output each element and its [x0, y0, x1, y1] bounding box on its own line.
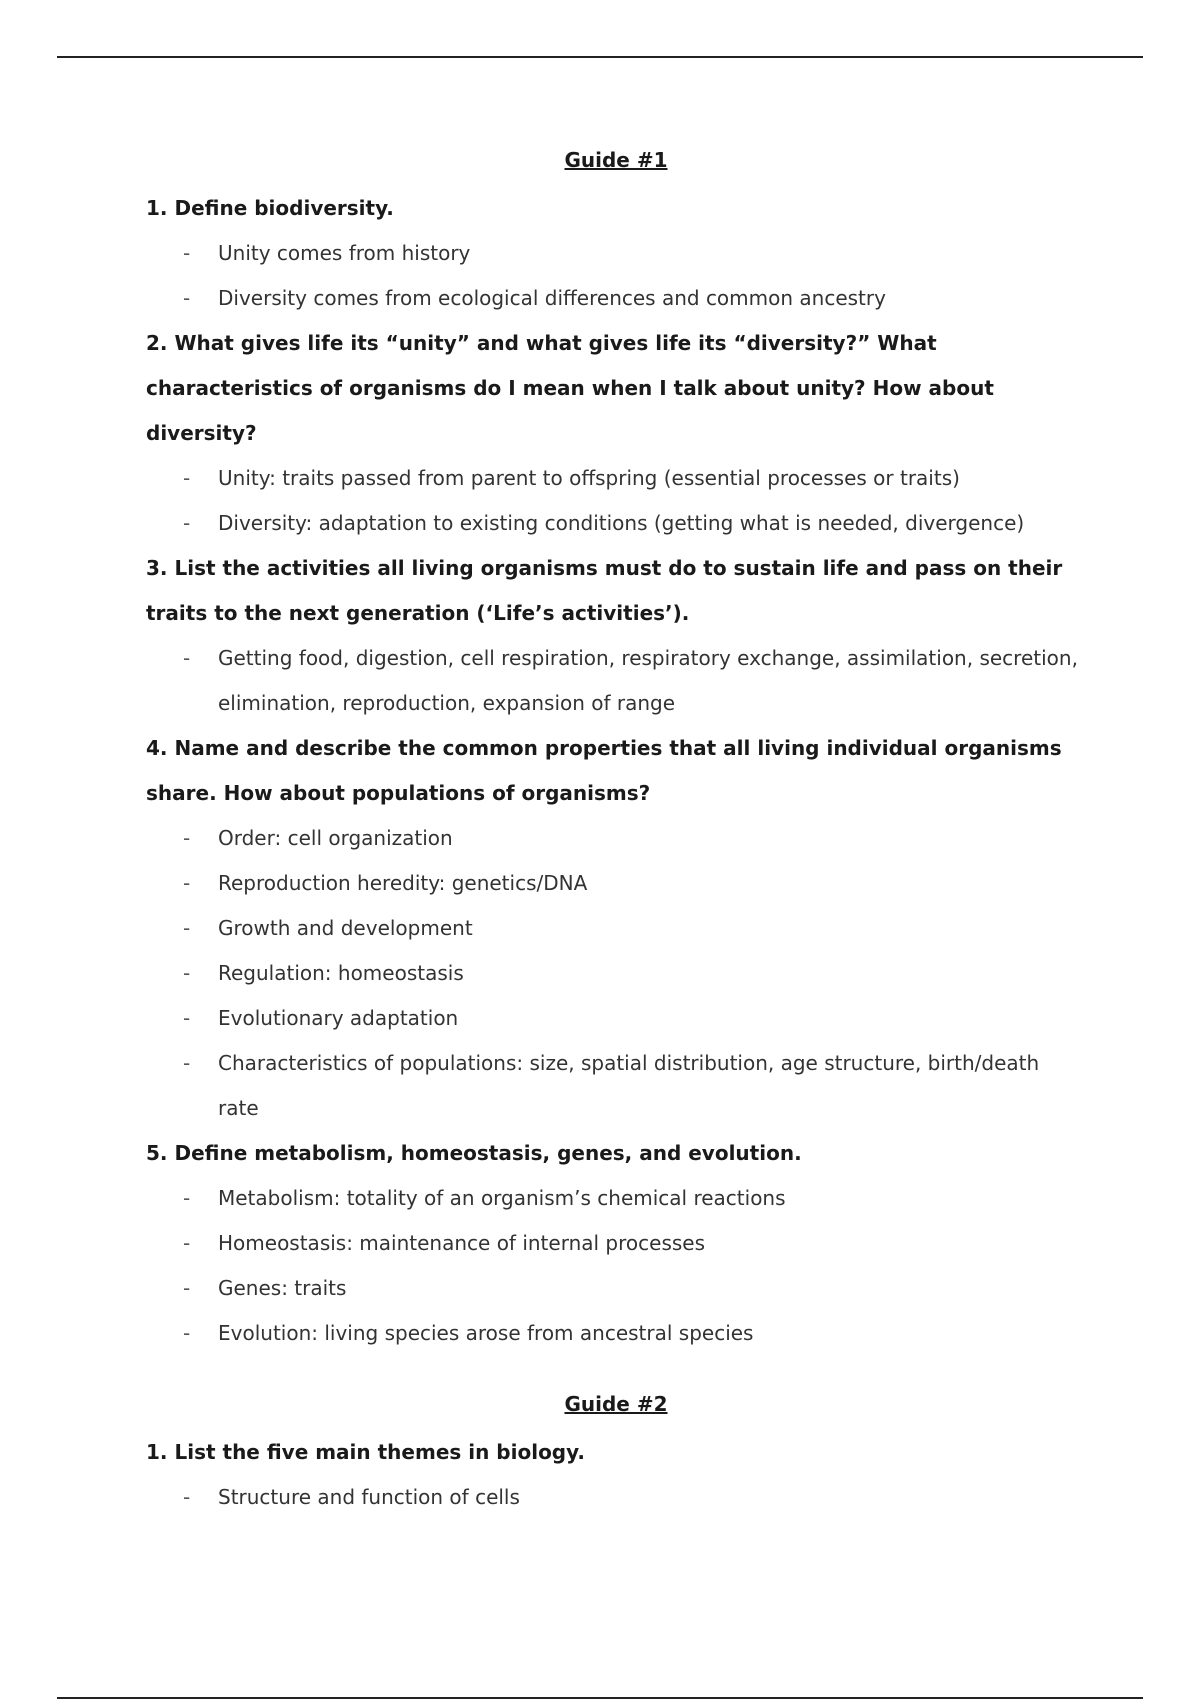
- question-block: [146, 321, 1086, 546]
- dash-icon: -: [183, 1186, 191, 1210]
- top-rule: [57, 56, 1143, 58]
- answer-item: [146, 1311, 1086, 1356]
- answer-item: [146, 231, 1086, 276]
- answer-item: [146, 996, 1086, 1041]
- answer-item: [146, 501, 1086, 546]
- answer-item: [146, 906, 1086, 951]
- dash-icon: -: [183, 1276, 191, 1300]
- answer-item: [146, 951, 1086, 996]
- answer-item: [146, 1176, 1086, 1221]
- answer-text: Homeostasis: maintenance of internal processes: [218, 1231, 706, 1255]
- answer-item: [146, 1475, 1086, 1520]
- answer-item: [146, 1221, 1086, 1266]
- dash-icon: -: [183, 826, 191, 850]
- answer-item: [146, 1266, 1086, 1311]
- question-text: 4. Name and describe the common properties that all living individual organisms share. How about populations of organisms?: [146, 736, 1062, 805]
- question-block: [146, 546, 1086, 726]
- dash-icon: -: [183, 961, 191, 985]
- answer-text: Regulation: homeostasis: [218, 961, 464, 985]
- answer-list: [146, 456, 1086, 546]
- question-block: [146, 726, 1086, 1131]
- answer-text: Characteristics of populations: size, spatial distribution, age structure, birth/death rate: [218, 1051, 1040, 1120]
- answer-item: [146, 636, 1086, 726]
- answer-item: [146, 1041, 1086, 1131]
- answer-text: Diversity comes from ecological differences and common ancestry: [218, 286, 886, 310]
- dash-icon: -: [183, 916, 191, 940]
- dash-icon: -: [183, 871, 191, 895]
- answer-text: Growth and development: [218, 916, 473, 940]
- question-text: 5. Define metabolism, homeostasis, genes, and evolution.: [146, 1141, 802, 1165]
- guide-title: Guide #2: [564, 1392, 668, 1416]
- answer-text: Metabolism: totality of an organism’s chemical reactions: [218, 1186, 786, 1210]
- answer-list: [146, 816, 1086, 1131]
- question-text: 1. List the five main themes in biology.: [146, 1440, 585, 1464]
- question-block: [146, 186, 1086, 321]
- dash-icon: -: [183, 1321, 191, 1345]
- answer-item: [146, 816, 1086, 861]
- dash-icon: -: [183, 286, 191, 310]
- dash-icon: -: [183, 1485, 191, 1509]
- answer-text: Unity: traits passed from parent to offspring (essential processes or traits): [218, 466, 960, 490]
- answer-list: [146, 231, 1086, 321]
- document-body: [146, 146, 1086, 1520]
- answer-text: Reproduction heredity: genetics/DNA: [218, 871, 588, 895]
- answer-item: [146, 861, 1086, 906]
- dash-icon: -: [183, 466, 191, 490]
- answer-list: [146, 1475, 1086, 1520]
- answer-text: Unity comes from history: [218, 241, 471, 265]
- dash-icon: -: [183, 241, 191, 265]
- question-text: 2. What gives life its “unity” and what gives life its “diversity?” What characteristics of organisms do I mean when I talk about unity? How about diversity?: [146, 331, 994, 445]
- question-text: 3. List the activities all living organisms must do to sustain life and pass on their traits to the next generation (‘Life’s activities’).: [146, 556, 1063, 625]
- guide-1-section: [146, 146, 1086, 1356]
- answer-text: Genes: traits: [218, 1276, 347, 1300]
- question-text: 1. Define biodiversity.: [146, 196, 394, 220]
- dash-icon: -: [183, 1231, 191, 1255]
- dash-icon: -: [183, 646, 191, 670]
- answer-item: [146, 456, 1086, 501]
- answer-text: Evolutionary adaptation: [218, 1006, 459, 1030]
- answer-text: Getting food, digestion, cell respiration, respiratory exchange, assimilation, secretion, elimination, reproduction, expansion of range: [218, 646, 1078, 715]
- answer-list: [146, 1176, 1086, 1356]
- question-block: [146, 1131, 1086, 1356]
- dash-icon: -: [183, 511, 191, 535]
- answer-list: [146, 636, 1086, 726]
- dash-icon: -: [183, 1051, 191, 1075]
- guide-2-section: [146, 1390, 1086, 1520]
- answer-item: [146, 276, 1086, 321]
- bottom-rule: [57, 1697, 1143, 1699]
- question-block: [146, 1430, 1086, 1520]
- answer-text: Evolution: living species arose from ancestral species: [218, 1321, 754, 1345]
- answer-text: Order: cell organization: [218, 826, 453, 850]
- guide-title: Guide #1: [564, 148, 668, 172]
- section-spacer: [146, 1356, 1086, 1390]
- answer-text: Structure and function of cells: [218, 1485, 520, 1509]
- dash-icon: -: [183, 1006, 191, 1030]
- answer-text: Diversity: adaptation to existing conditions (getting what is needed, divergence): [218, 511, 1025, 535]
